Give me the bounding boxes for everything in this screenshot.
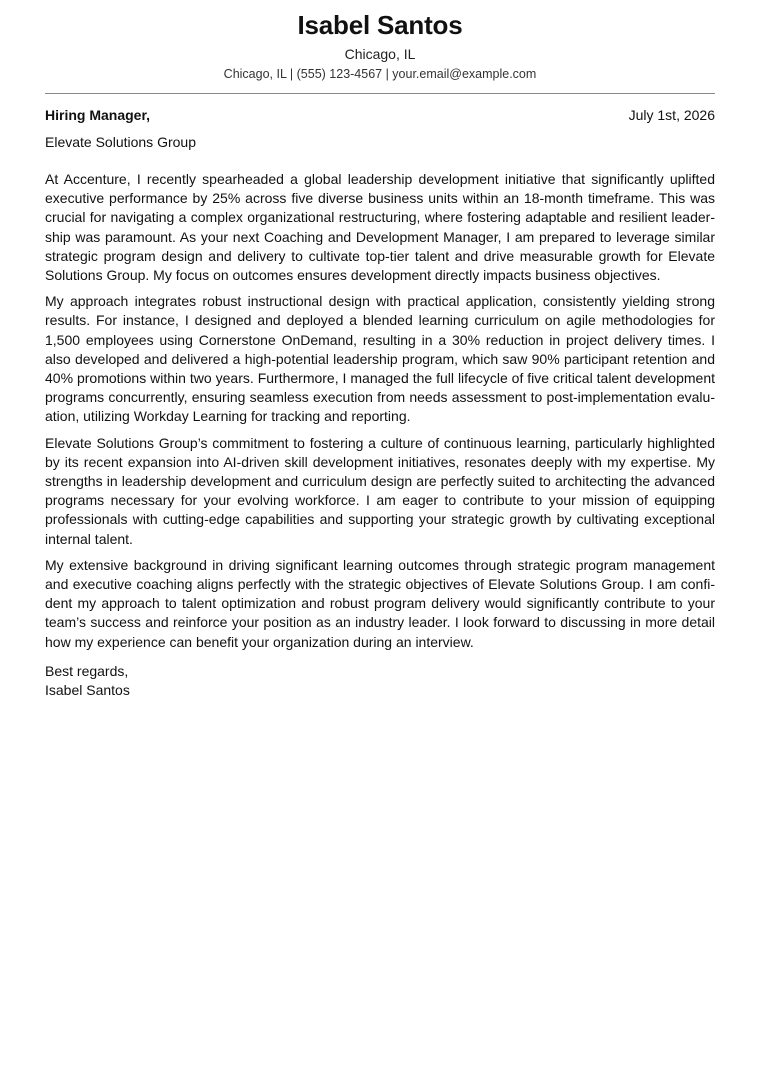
body-paragraph-2: My approach integrates robust instructional design with practical application, consistently yielding strong results. For instance, I designed and deployed a blended learning curriculum on agile methodologies for 1,500 employees using Cornerstone OnDemand, resulting in a 30% reduction in project delivery times. I also developed and delivered a high-potential leadership program, which saw 90% participant retention and 40% promotions within two years. Furthermore, I managed the full lifecycle of five critical talent development programs concurrently, ensuring seamless execution from needs assessment to post-implementation evaluation, utilizing Workday Learning for tracking and reporting. [45,293,715,425]
letter-body [45,170,715,652]
recipient-date-row [45,106,715,124]
recipient-salutation: Hiring Manager, [45,107,151,123]
header-divider [45,93,715,94]
sender-name: Isabel Santos [297,10,463,40]
sender-contact-line: Chicago, IL | (555) 123-4567 | your.email@example.com [223,67,537,81]
sender-location: Chicago, IL [344,46,416,62]
letter-closing [45,662,715,700]
body-paragraph-1: At Accenture, I recently spearheaded a global leadership development initiative that significantly uplifted executive performance by 25% across five diverse business units within an 18-month timeframe. This was crucial for navigating a complex organizational restructuring, where fostering adaptable and resilient leadership was paramount. As your next Coaching and Development Manager, I am prepared to leverage similar strategic program design and delivery to cultivate top-tier talent and drive measurable growth for Elevate Solutions Group. My focus on outcomes ensures development directly impacts business objectives. [45,171,715,284]
closing-phrase: Best regards, [45,662,129,679]
body-paragraph-4: My extensive background in driving significant learning outcomes through strategic program management and executive coaching aligns perfectly with the strategic objectives of Elevate Solutions Group. I am confident my approach to talent optimization and robust program delivery would significantly contribute to your team’s success and reinforce your position as an industry leader. I look forward to discussing in more detail how my experience can benefit your organization during an interview. [45,556,715,650]
signature-name: Isabel Santos [45,682,130,699]
letter-header [45,0,715,82]
letter-date: July 1st, 2026 [628,107,715,123]
body-paragraph-3: Elevate Solutions Group’s commitment to fostering a culture of continuous learning, particularly highlighted by its recent expansion into AI-driven skill development initiatives, resonates deeply with my expertise. My strengths in leadership development and curriculum design are perfectly suited to architecting the advanced programs necessary for your evolving workforce. I am eager to contribute to your mission of equipping professionals with cutting-edge capabilities and supporting your strategic growth by cultivating exceptional internal talent. [45,434,715,547]
recipient-company: Elevate Solutions Group [45,134,196,150]
